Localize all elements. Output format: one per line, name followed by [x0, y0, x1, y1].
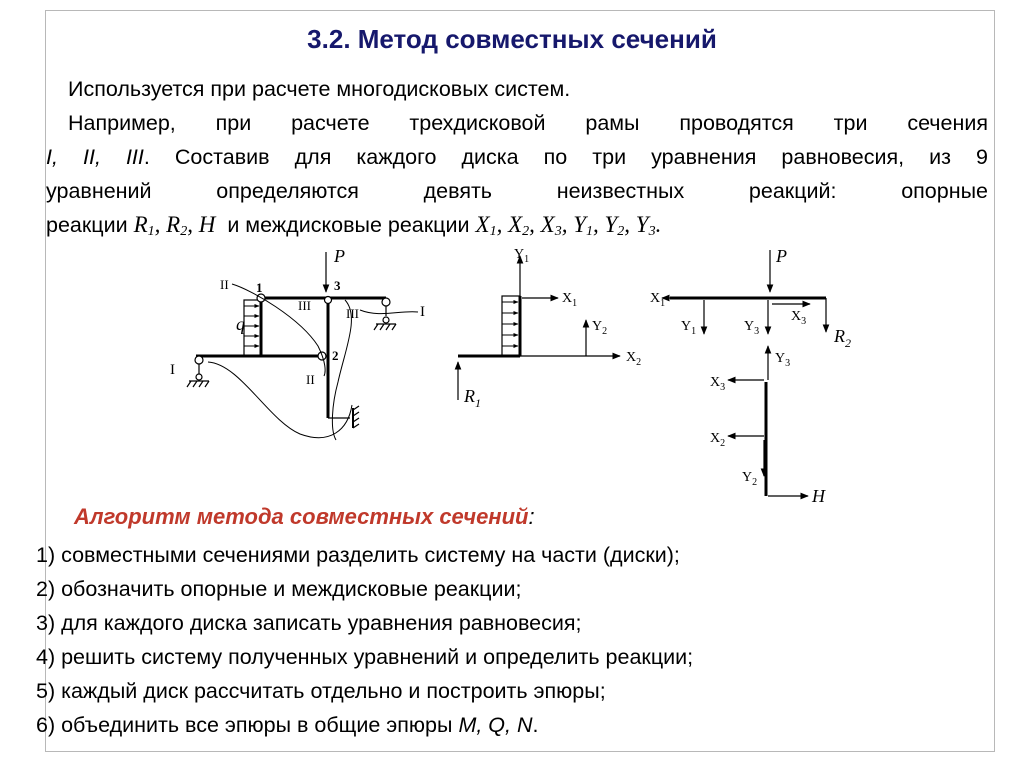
label-node-2: 2 — [332, 348, 339, 363]
label-x1-right: X — [650, 291, 661, 306]
disk23-labels — [650, 246, 851, 506]
label-y3-bottom-sub: 3 — [785, 358, 791, 369]
svg-text:R1 — [463, 386, 481, 410]
svg-text:R2 — [833, 326, 851, 350]
label-r1-sub: 1 — [475, 396, 481, 410]
label-cut-iii-left: III — [298, 298, 311, 313]
label-x3-top: X — [791, 309, 802, 324]
label-node-1: 1 — [256, 280, 263, 295]
label-y1: Y — [514, 247, 525, 262]
svg-text:X1 — [650, 291, 665, 309]
frame-diagram — [0, 240, 1024, 520]
algorithm-heading-text: Алгоритм метода совместных сечений — [74, 504, 529, 529]
svg-text:X3 — [710, 375, 725, 393]
algorithm-step-2: 2) обозначить опорные и междисковые реакции; — [36, 577, 522, 601]
intro-para2-line3: уравнений определяются девять неизвестных реакций: опорные — [46, 179, 988, 203]
svg-text:Y2 — [742, 470, 757, 488]
label-x1-sub: 1 — [572, 298, 578, 309]
label-y3-bottom: Y — [775, 351, 786, 366]
intro-para2-line1: Например, при расчете трехдисковой рамы проводятся три сечения — [68, 111, 988, 135]
algorithm-step-6-text: 6) объединить все эпюры в общие эпюры — [36, 713, 459, 737]
label-x2-right-sub: 2 — [720, 438, 726, 449]
algorithm-step-5: 5) каждый диск рассчитать отдельно и построить эпюры; — [36, 679, 606, 703]
label-x1: X — [562, 291, 573, 306]
intro-para2-line2-rest: . Составив для каждого диска по три уравнения равновесия, из 9 — [143, 145, 989, 169]
label-x3-bottom-sub: 3 — [720, 382, 726, 393]
left-pin-support — [187, 356, 209, 387]
inter-reactions: $X_1$, $X_2$, $X_3$, $Y_1$, $Y_2$, $Y_3$. — [475, 212, 662, 239]
inter-reactions-label: и междисковые реакции — [227, 213, 470, 237]
label-y2-sub: 2 — [602, 326, 608, 337]
label-y1-right: Y — [681, 319, 692, 334]
slide-title: 3.2. Метод совместных сечений — [307, 24, 717, 54]
label-y1-sub: 1 — [524, 254, 530, 265]
label-x2-right: X — [710, 431, 721, 446]
disk23-diagram — [662, 250, 826, 496]
label-p-right: P — [776, 246, 787, 266]
label-h: H — [812, 486, 825, 506]
algorithm-step-6-end: . — [532, 713, 539, 737]
svg-text:Y1 — [514, 247, 529, 265]
label-x1-right-sub: 1 — [660, 298, 666, 309]
label-cut-ii-top: II — [220, 277, 229, 292]
svg-text:Y3 — [775, 351, 790, 369]
support-reactions: $R_1$, $R_2$, H — [133, 212, 216, 239]
label-y3-top: Y — [744, 319, 755, 334]
reactions-label: реакции — [46, 213, 128, 237]
label-y3-top-sub: 3 — [754, 326, 760, 337]
label-q: q — [236, 314, 245, 334]
intro-text — [46, 72, 988, 242]
algorithm-steps — [36, 538, 693, 742]
label-y2-right: Y — [742, 470, 753, 485]
label-cut-i-left: I — [170, 362, 175, 378]
label-cut-i-right: I — [420, 304, 425, 320]
svg-text:Y3 — [744, 319, 759, 337]
label-r1: R — [464, 386, 475, 406]
label-cut-ii-bottom: II — [306, 372, 315, 387]
sections-label: I, II, III — [46, 145, 144, 169]
distributed-load-q — [244, 306, 259, 346]
label-node-3: 3 — [334, 278, 341, 293]
label-x2-sub: 2 — [636, 357, 642, 368]
label-y1-right-sub: 1 — [691, 326, 697, 337]
label-y2-right-sub: 2 — [752, 477, 758, 488]
svg-text:X2 — [626, 350, 641, 368]
intro-para2-line4 — [46, 208, 988, 242]
label-x3-top-sub: 3 — [801, 316, 807, 327]
algorithm-step-3: 3) для каждого диска записать уравнения равновесия; — [36, 611, 582, 635]
intro-line-1: Используется при расчете многодисковых систем. — [68, 77, 571, 101]
svg-text:Y2 — [592, 319, 607, 337]
algorithm-step-4: 4) решить систему полученных уравнений и определить реакции; — [36, 645, 694, 669]
label-r2: R — [834, 326, 845, 346]
label-r2-sub: 2 — [845, 336, 851, 350]
algorithm-step-1: 1) совместными сечениями разделить систему на части (диски); — [36, 543, 680, 567]
label-y2: Y — [592, 319, 603, 334]
algorithm-step-6 — [36, 708, 693, 742]
label-x3-bottom: X — [710, 375, 721, 390]
label-cut-iii-right: III — [346, 306, 359, 321]
label-x2: X — [626, 350, 637, 365]
svg-text:X3 — [791, 309, 806, 327]
svg-text:Y1 — [681, 319, 696, 337]
svg-text:X2 — [710, 431, 725, 449]
disk1-labels — [463, 247, 641, 410]
algorithm-step-6-diagrams: M, Q, N — [458, 713, 533, 737]
svg-text:X1 — [562, 291, 577, 309]
intro-para2-line2 — [46, 140, 988, 174]
label-p: P — [334, 246, 345, 266]
algorithm-heading — [74, 504, 535, 530]
algorithm-heading-colon: : — [528, 504, 535, 529]
